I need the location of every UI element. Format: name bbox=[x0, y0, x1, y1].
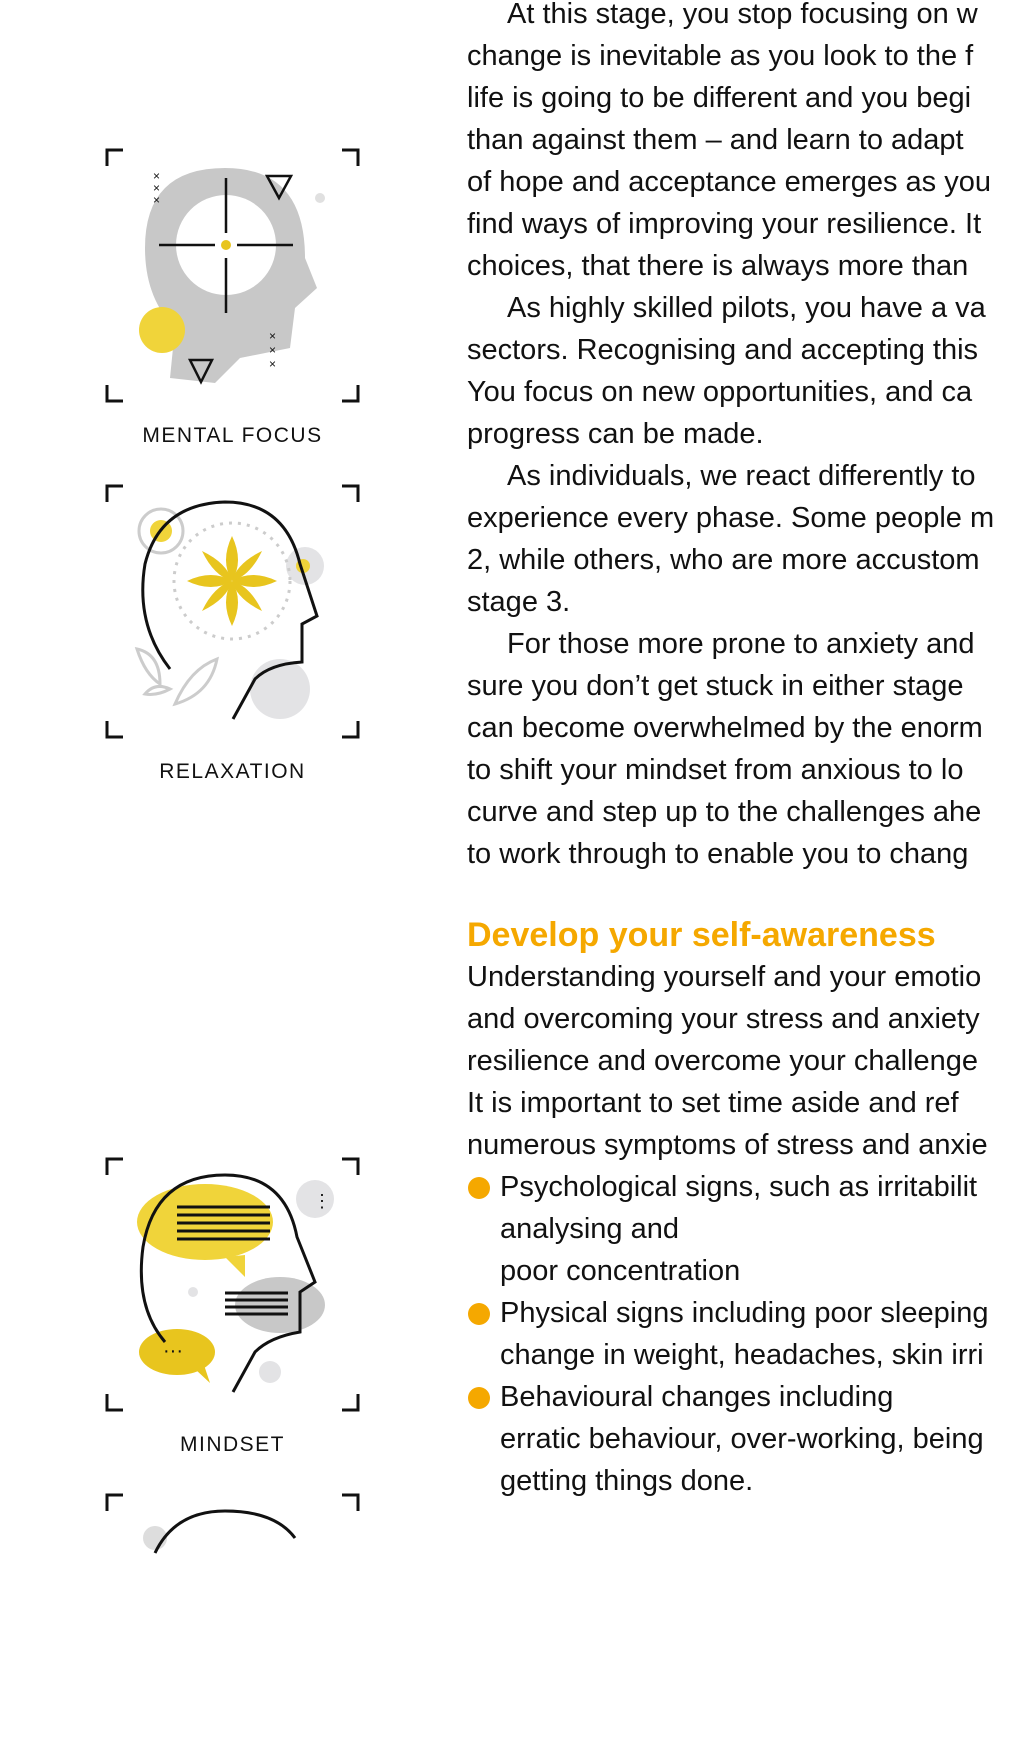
article-text-column bbox=[467, 0, 1024, 1536]
bullet-line bbox=[467, 1208, 679, 1250]
section-heading: Develop your self-awareness bbox=[467, 916, 936, 954]
mental-focus-illustration bbox=[105, 148, 360, 403]
svg-text:×: × bbox=[153, 193, 161, 207]
paragraph-line: You focus on new opportunities, and ca bbox=[467, 376, 973, 408]
illustration-label: MENTAL FOCUS bbox=[142, 424, 323, 447]
bullet-line bbox=[467, 1250, 740, 1292]
svg-text:⋮: ⋮ bbox=[313, 1191, 331, 1211]
paragraph-line: sectors. Recognising and accepting this bbox=[467, 334, 979, 366]
bullet-text: getting things done. bbox=[500, 1465, 754, 1497]
paragraph-line: curve and step up to the challenges ahe bbox=[467, 796, 982, 828]
bullet-text: change in weight, headaches, skin irri bbox=[500, 1339, 984, 1371]
paragraph-line: For those more prone to anxiety and bbox=[507, 628, 975, 660]
paragraph-line: can become overwhelmed by the enorm bbox=[467, 712, 983, 744]
paragraph-line: experience every phase. Some people m bbox=[467, 502, 995, 534]
paragraph-line: stage 3. bbox=[467, 586, 571, 618]
paragraph-line: choices, that there is always more than bbox=[467, 250, 969, 282]
mindset-illustration bbox=[105, 1157, 360, 1412]
section-line: resilience and overcome your challenge bbox=[467, 1045, 979, 1077]
svg-text:×: × bbox=[153, 181, 161, 195]
paragraph-line: life is going to be different and you begi bbox=[467, 82, 972, 114]
illustration-label: RELAXATION bbox=[159, 760, 306, 783]
bullet-text: erratic behaviour, over-working, being bbox=[500, 1423, 984, 1455]
bullet-line bbox=[467, 1292, 988, 1334]
bullet-text: Psychological signs, such as irritabilit bbox=[500, 1171, 978, 1203]
svg-text:×: × bbox=[269, 343, 277, 357]
bullet-icon bbox=[468, 1387, 490, 1409]
head-illustration-partial bbox=[105, 1493, 360, 1748]
bullet-text: Behavioural changes including bbox=[500, 1381, 894, 1413]
paragraph-line: As individuals, we react differently to bbox=[507, 460, 976, 492]
section-line: and overcoming your stress and anxiety bbox=[467, 1003, 980, 1035]
svg-text:···: ··· bbox=[163, 1340, 183, 1362]
bullet-icon bbox=[468, 1177, 490, 1199]
bullet-text: poor concentration bbox=[500, 1255, 741, 1287]
relaxation-illustration bbox=[105, 484, 360, 739]
bullet-text: Physical signs including poor sleeping bbox=[500, 1297, 989, 1329]
bullet-line bbox=[467, 1460, 753, 1502]
svg-text:×: × bbox=[153, 169, 161, 183]
svg-text:×: × bbox=[269, 329, 277, 343]
bullet-line bbox=[467, 1334, 984, 1376]
paragraph-line: sure you don’t get stuck in either stage bbox=[467, 670, 964, 702]
paragraph-line: As highly skilled pilots, you have a va bbox=[507, 292, 986, 324]
paragraph-line: progress can be made. bbox=[467, 418, 764, 450]
section-line: numerous symptoms of stress and anxie bbox=[467, 1129, 988, 1161]
bullet-line bbox=[467, 1418, 984, 1460]
paragraph-line: 2, while others, who are more accustom bbox=[467, 544, 980, 576]
paragraph-line: to work through to enable you to chang bbox=[467, 838, 969, 870]
bullet-text: analysing and bbox=[500, 1213, 679, 1245]
paragraph-line: than against them – and learn to adapt bbox=[467, 124, 964, 156]
svg-text:×: × bbox=[269, 357, 277, 371]
bullet-line bbox=[467, 1376, 893, 1418]
section-line: It is important to set time aside and ref bbox=[467, 1087, 959, 1119]
paragraph-line: At this stage, you stop focusing on w bbox=[507, 0, 978, 30]
illustration-label: MINDSET bbox=[180, 1433, 285, 1456]
paragraph-line: of hope and acceptance emerges as you bbox=[467, 166, 991, 198]
section-line: Understanding yourself and your emotio bbox=[467, 961, 982, 993]
paragraph-line: change is inevitable as you look to the f bbox=[467, 40, 974, 72]
paragraph-line: find ways of improving your resilience. It bbox=[467, 208, 982, 240]
bullet-line bbox=[467, 1166, 977, 1208]
paragraph-line: to shift your mindset from anxious to lo bbox=[467, 754, 964, 786]
bullet-icon bbox=[468, 1303, 490, 1325]
